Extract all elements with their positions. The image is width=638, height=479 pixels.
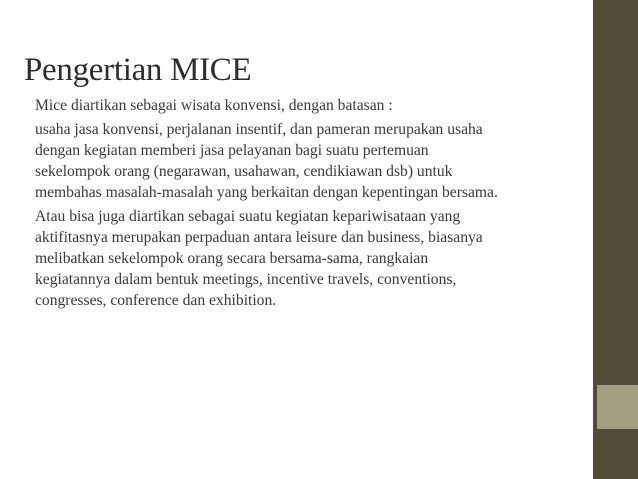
paragraph-definition-tourism bbox=[35, 206, 580, 311]
body-line: membahas masalah-masalah yang berkaitan dengan kepentingan bersama. bbox=[35, 184, 498, 201]
body-line: Atau bisa juga diartikan sebagai suatu kegiatan kepariwisataan yang bbox=[35, 208, 461, 225]
body-line: kegiatannya dalam bentuk meetings, incentive travels, conventions, bbox=[35, 271, 457, 288]
body-line: aktifitasnya merupakan perpaduan antara leisure dan business, biasanya bbox=[35, 229, 483, 246]
body-line: dengan kegiatan memberi jasa pelayanan bagi suatu pertemuan bbox=[35, 142, 429, 159]
side-accent-block bbox=[597, 385, 638, 429]
body-line: usaha jasa konvensi, perjalanan insentif, dan pameran merupakan usaha bbox=[35, 121, 483, 138]
body-line: Mice diartikan sebagai wisata konvensi, dengan batasan : bbox=[35, 97, 393, 114]
slide-body bbox=[35, 95, 580, 314]
slide-title: Pengertian MICE bbox=[24, 52, 252, 88]
paragraph-definition-intro bbox=[35, 95, 580, 116]
paragraph-definition-business bbox=[35, 119, 580, 203]
body-line: melibatkan sekelompok orang secara bersama-sama, rangkaian bbox=[35, 250, 429, 267]
body-line: congresses, conference dan exhibition. bbox=[35, 292, 277, 309]
body-line: sekelompok orang (negarawan, usahawan, cendikiawan dsb) untuk bbox=[35, 163, 453, 180]
